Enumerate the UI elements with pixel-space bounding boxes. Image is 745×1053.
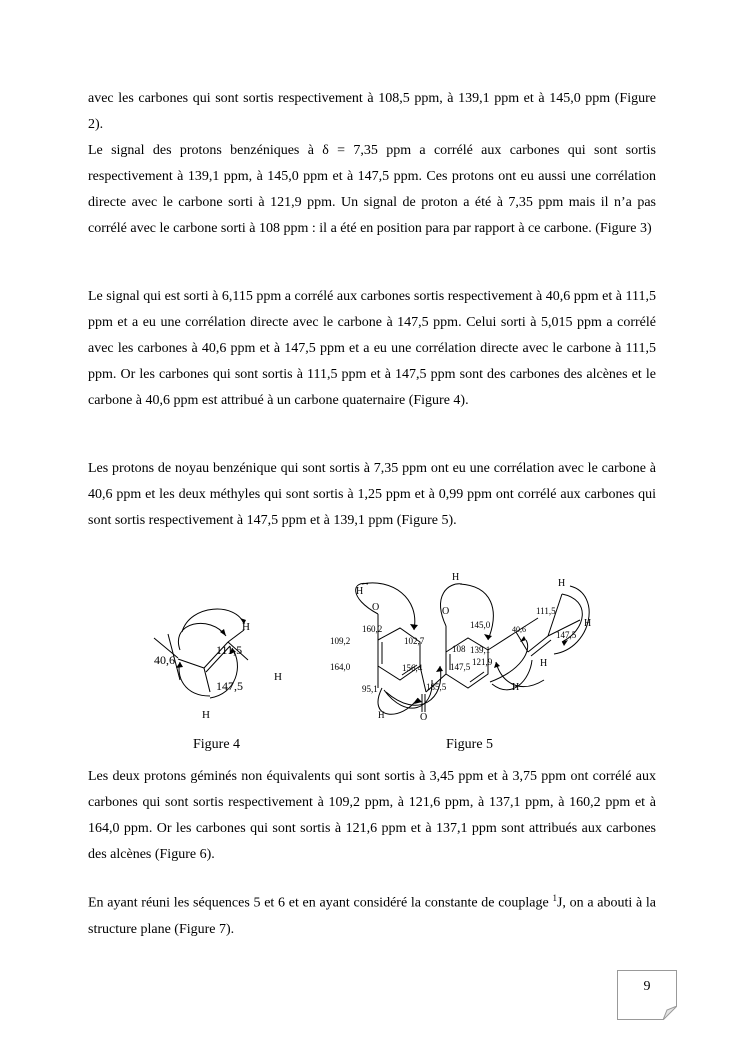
fig5-label-c1219: 121,9: [472, 657, 493, 667]
figure-5-diagram: [322, 570, 602, 725]
paragraph-figure6-text: Les deux protons géminés non équivalents qui sont sortis à 3,45 ppm et à 3,75 ppm ont corrélé aux carbones qui sont sortis respectivement à 109,2 ppm, à 121,6 ppm, à 137,1 ppm, à 160,2 ppm et à 164,0 ppm. Or les carbones qui sont sortis à 121,6 ppm et à 137,1 ppm sont attribués aux carbones des alcènes (Figure 6).: [88, 769, 656, 863]
fig5-label-c951: 95,1: [362, 684, 378, 694]
figure-5-caption: Figure 5: [446, 737, 494, 752]
fig5-label-o-right: O: [442, 606, 450, 617]
page-number: 9: [643, 979, 651, 994]
coupling-superscript: 1: [552, 893, 557, 903]
fig5-label-h6: H: [540, 658, 548, 669]
page-number-box: [617, 970, 677, 1020]
fig5-label-h5: H: [584, 618, 592, 629]
fig4-label-h-right: H: [274, 671, 282, 683]
fig4-label-c-quaternary: 40,6: [154, 653, 175, 667]
page-curl-icon: [663, 1006, 677, 1020]
fig5-label-h7: H: [512, 682, 520, 693]
fig5-label-o-carbonyl: O: [420, 712, 428, 723]
fig5-label-c1640: 164,0: [330, 662, 351, 672]
figure-4-diagram: [140, 596, 300, 726]
fig4-label-h-top: H: [242, 621, 250, 633]
paragraph-figure3-text: Le signal des protons benzéniques à δ = 7,35 ppm a corrélé aux carbones qui sont sortis respectivement à 139,1 ppm, à 145,0 ppm et à 147,5 ppm. Ces protons ont eu aussi une corrélation directe avec le carbone sorti à 121,9 ppm. Un signal de proton a été à 7,35 ppm mais il n’a pas corrélé avec le carbone sorti à 108 ppm : il a été en position para par rapport à ce carbone. (Figure 3): [88, 143, 656, 237]
paragraph-figure2-text: avec les carbones qui sont sortis respectivement à 108,5 ppm, à 139,1 ppm et à 145,0 ppm (Figure 2).: [88, 91, 656, 133]
fig5-label-c1475b: 147,5: [556, 630, 577, 640]
fig5-label-c1027: 102,7: [404, 636, 425, 646]
fig5-label-c1602: 160,2: [362, 624, 383, 634]
fig5-label-c108: 108: [452, 644, 466, 654]
fig5-label-c1092: 109,2: [330, 636, 351, 646]
fig5-label-c1391: 139,1: [470, 645, 491, 655]
paragraph-figure7-text: [88, 885, 656, 943]
fig5-label-c1475a: 147,5: [450, 662, 471, 672]
fig5-label-c1564: 156,4: [402, 663, 423, 673]
fig5-label-c1450: 145,0: [470, 620, 491, 630]
fig5-label-c1855: 185,5: [426, 682, 447, 692]
fig5-label-c1115: 111,5: [536, 606, 556, 616]
fig4-label-c-top: 111,5: [216, 643, 243, 657]
paragraph-figure5-text: Les protons de noyau benzénique qui sont sortis à 7,35 ppm ont eu une corrélation avec le carbone à 40,6 ppm et les deux méthyles qui sont sortis à 1,25 ppm et à 0,99 ppm ont corrélé aux carbones qui sont sortis respectivement à 147,5 ppm et à 139,1 ppm (Figure 5).: [88, 461, 656, 529]
fig5-label-c406: 40,6: [512, 625, 526, 634]
paragraph-figure7-before: En ayant réuni les séquences 5 et 6 et en ayant considéré la constante de couplage: [88, 895, 553, 911]
paragraph-figure7-after: J, on a abouti à la structure plane (Figure 7).: [88, 895, 656, 937]
fig5-label-h3: H: [452, 572, 460, 583]
paragraph-figure4-text: Le signal qui est sorti à 6,115 ppm a corrélé aux carbones sortis respectivement à 40,6 ppm et à 111,5 ppm et a eu une corrélation directe avec le carbone à 147,5 ppm. Celui sorti à 5,015 ppm a corrélé avec les carbones à 40,6 ppm et à 147,5 ppm et a eu une corrélation directe avec le carbone à 111,5 ppm. Or les carbones qui sont sortis à 111,5 ppm et à 147,5 ppm sont des carbones des alcènes et le carbone à 40,6 ppm est attribué à un carbone quaternaire (Figure 4).: [88, 289, 656, 409]
fig4-label-c-bottom: 147,5: [216, 679, 243, 693]
figure-4-caption: Figure 4: [193, 737, 241, 752]
fig4-label-h-bottom: H: [202, 709, 210, 721]
fig5-label-o-top: O: [372, 602, 380, 613]
fig5-label-h4: H: [558, 578, 566, 589]
fig5-label-h2: H: [378, 710, 385, 720]
fig5-label-h1: H: [356, 586, 364, 597]
